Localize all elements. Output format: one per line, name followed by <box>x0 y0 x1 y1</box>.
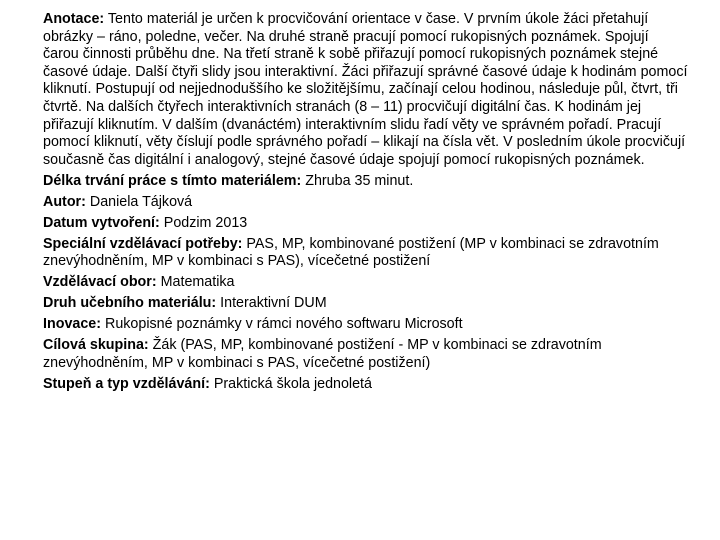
material-type-label: Druh učebního materiálu: <box>43 295 217 312</box>
education-level-value: Praktická škola jednoletá <box>213 375 372 392</box>
innovation-value: Rukopisné poznámky v rámci nového softwaru Microsoft <box>105 316 463 333</box>
document-body <box>43 11 688 393</box>
author-label: Autor: <box>43 193 86 210</box>
creation-date-value: Podzim 2013 <box>163 214 248 231</box>
duration-value: Zhruba 35 minut. <box>305 172 414 189</box>
subject-value: Matematika <box>160 274 235 291</box>
target-group-label: Cílová skupina: <box>43 337 149 354</box>
annotation-label: Anotace: <box>43 11 105 27</box>
special-needs-field <box>43 236 688 271</box>
subject-label: Vzdělávací obor: <box>43 274 157 291</box>
innovation-label: Inovace: <box>43 316 102 333</box>
duration-field <box>43 173 688 191</box>
innovation-field <box>43 316 688 334</box>
target-group-field <box>43 337 688 372</box>
creation-date-field <box>43 215 688 233</box>
creation-date-label: Datum vytvoření: <box>43 214 160 231</box>
target-group-value: Žák (PAS, MP, kombinované postižení - MP v kombinaci se zdravotním znevýhodněním, MP v kombinaci s PAS, vícečetné postižení) <box>43 337 602 371</box>
duration-label: Délka trvání práce s tímto materiálem: <box>43 172 302 189</box>
subject-field <box>43 274 688 292</box>
special-needs-value: PAS, MP, kombinované postižení (MP v kombinaci se zdravotním znevýhodněním, MP v kombinaci s PAS), vícečetné postižení <box>43 235 659 270</box>
education-level-field <box>43 376 688 394</box>
material-type-value: Interaktivní DUM <box>220 295 327 312</box>
education-level-label: Stupeň a typ vzdělávání: <box>43 375 210 392</box>
material-type-field <box>43 295 688 313</box>
annotation-paragraph <box>43 11 688 169</box>
author-value: Daniela Tájková <box>89 193 193 210</box>
special-needs-label: Speciální vzdělávací potřeby: <box>43 235 243 252</box>
annotation-text: Tento materiál je určen k procvičování orientace v čase. V prvním úkole žáci přetahují obrázky – ráno, poledne, večer. Na druhé straně pracují pomocí rukopisných poznámek. Spojují čarou činnosti průběhu dne. Na třetí straně k sobě přiřazují pomocí rukopisných poznámek stejné časové údaje. Další čtyři slidy jsou interaktivní. Žáci přiřazují správné časové údaje k hodinám pomocí kliknutí. Postupují od nejjednoduššího ke složitějšímu, začínají celou hodinou, následuje půl, čtvrt, tři čtvrtě. Na dalších čtyřech interaktivních stranách (8 – 11) procvičují digitální čas. K hodinám jej přiřazují kliknutím. V dalším (dvanáctém) interaktivním slidu řadí věty ve správném pořadí. Pracují pomocí kliknutí, věty číslují podle správného pořadí – klikají na čísla vět. V posledním úkole procvičují současně čas digitální i analogový, stejné časové údaje spojují pomocí rukopisných poznámek. <box>43 11 688 168</box>
author-field <box>43 194 688 212</box>
